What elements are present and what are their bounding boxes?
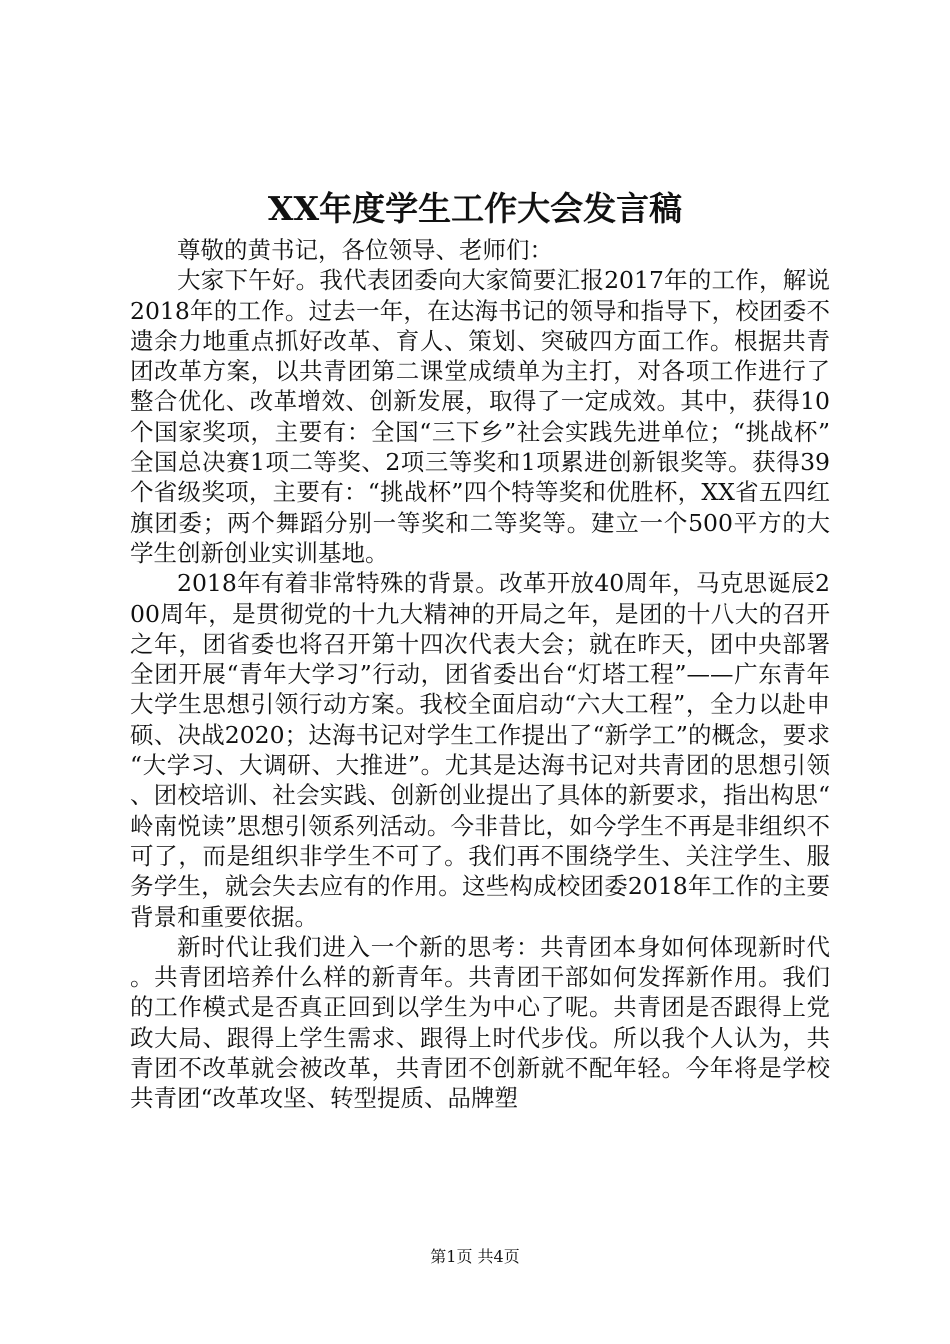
salutation: 尊敬的黄书记，各位领导、老师们： — [177, 236, 553, 264]
document-body — [130, 235, 830, 1114]
paragraph-2: 2018年有着非常特殊的背景。改革开放40周年，马克思诞辰200周年，是贯彻党的十九大精神的开局之年，是团的十八大的召开之年，团省委也将召开第十四次代表大会；就在昨天，团中央部署全团开展“青年大学习”行动，团省委出台“灯塔工程”——广东青年大学生思想引领行动方案。我校全面启动“六大工程”，全力以赴申硕、决战2020；达海书记对学生工作提出了“新学工”的概念，要求“大学习、大调研、大推进”。尤其是达海书记对共青团的思想引领、团校培训、社会实践、创新创业提出了具体的新要求，指出构思“岭南悦读”思想引领系列活动。今非昔比，如今学生不再是非组织不可了，而是组织非学生不可了。我们再不围绕学生、关注学生、服务学生，就会失去应有的作用。这些构成校团委2018年工作的主要背景和重要依据。 — [130, 569, 830, 931]
page-footer: 第1页 共4页 — [430, 1247, 520, 1266]
paragraph-3: 新时代让我们进入一个新的思考：共青团本身如何体现新时代。共青团培养什么样的新青年。共青团干部如何发挥新作用。我们的工作模式是否真正回到以学生为中心了呢。共青团是否跟得上党政大局、跟得上学生需求、跟得上时代步伐。所以我个人认为，共青团不改革就会被改革，共青团不创新就不配年轻。今年将是学校共青团“改革攻坚、转型提质、品牌塑 — [130, 932, 830, 1113]
document-title: XX年度学生工作大会发言稿 — [267, 189, 683, 228]
paragraph-1: 大家下午好。我代表团委向大家简要汇报2017年的工作，解说2018年的工作。过去一年，在达海书记的领导和指导下，校团委不遗余力地重点抓好改革、育人、策划、突破四方面工作。根据共青团改革方案，以共青团第二课堂成绩单为主打，对各项工作进行了整合优化、改革增效、创新发展，取得了一定成效。其中，获得10个国家奖项，主要有：全国“三下乡”社会实践先进单位；“挑战杯”全国总决赛1项二等奖、2项三等奖和1项累进创新银奖等。获得39个省级奖项，主要有：“挑战杯”四个特等奖和优胜杯，XX省五四红旗团委；两个舞蹈分别一等奖和二等奖等。建立一个500平方的大学生创新创业实训基地。 — [130, 266, 830, 567]
